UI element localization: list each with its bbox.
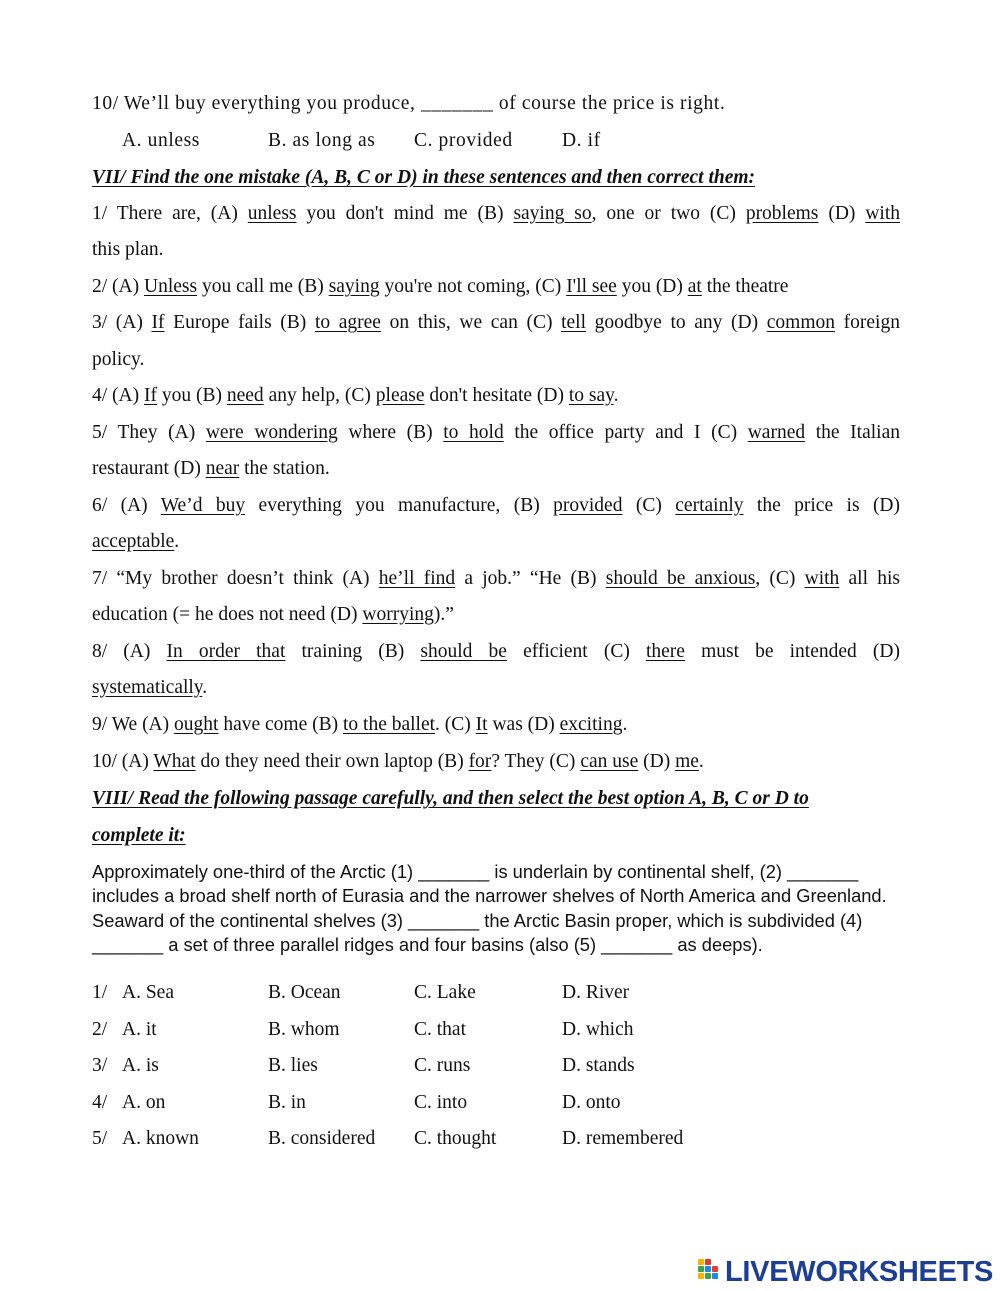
logo-tile-3 <box>698 1266 704 1272</box>
logo-tile-4 <box>705 1266 711 1272</box>
option-a: A. on <box>122 1092 166 1113</box>
section-8-heading-cont: complete it: <box>92 825 186 846</box>
passage-question-5 <box>92 1127 792 1151</box>
option-b: B. lies <box>268 1055 318 1076</box>
question-10-prev: 10/ We’ll buy everything you produce, _______ of course the price is right. <box>92 93 726 114</box>
sentence-7: 7/ “My brother doesn’t think (A) he’ll find a job.” “He (B) should be anxious, (C) with all his <box>92 568 900 589</box>
q10-option-b: B. as long as <box>268 130 376 151</box>
logo-text: LIVEWORKSHEETS <box>725 1256 994 1288</box>
sentence-3-cont: policy. <box>92 349 145 370</box>
sentence-1-cont: this plan. <box>92 239 164 260</box>
option-c: C. into <box>414 1092 468 1113</box>
question-number: 1/ <box>92 982 108 1003</box>
sentence-2: 2/ (A) Unless you call me (B) saying you're not coming, (C) I'll see you (D) at the theatre <box>92 276 789 297</box>
section-7-heading: VII/ Find the one mistake (A, B, C or D) in these sentences and then correct them: <box>92 167 756 188</box>
sentence-1: 1/ There are, (A) unless you don't mind me (B) saying so, one or two (C) problems (D) with <box>92 203 900 224</box>
logo-tile-5 <box>712 1266 718 1272</box>
logo-tile-6 <box>705 1273 711 1279</box>
sentence-8: 8/ (A) In order that training (B) should be efficient (C) there must be intended (D) <box>92 641 900 662</box>
option-d: D. stands <box>562 1055 635 1076</box>
q10-option-d: D. if <box>562 130 601 151</box>
q10-option-c: C. provided <box>414 130 513 151</box>
option-c: C. runs <box>414 1055 471 1076</box>
question-number: 5/ <box>92 1128 108 1149</box>
sentence-10: 10/ (A) What do they need their own laptop (B) for? They (C) can use (D) me. <box>92 751 704 772</box>
q10-option-a: A. unless <box>122 130 200 151</box>
sentence-6: 6/ (A) We’d buy everything you manufacture, (B) provided (C) certainly the price is (D) <box>92 495 901 516</box>
sentence-8-cont: systematically. <box>92 677 208 698</box>
option-c: C. thought <box>414 1128 497 1149</box>
passage-question-1 <box>92 981 792 1005</box>
option-a: A. Sea <box>122 982 174 1003</box>
question-number: 4/ <box>92 1092 108 1113</box>
sentence-5: 5/ They (A) were wondering where (B) to hold the office party and I (C) warned the Italian <box>92 422 900 443</box>
reading-passage: Approximately one-third of the Arctic (1) _______ is underlain by continental shelf, (2) _______ includes a broad shelf north of Eurasia and the narrower shelves of North America and Greenland. Seaward of the continental shelves (3) _______ the Arctic Basin proper, which is subdivided (4) _______ a set of three parallel ridges and four basins (also (5) _______ as deeps). <box>92 861 887 955</box>
option-a: A. it <box>122 1019 157 1040</box>
logo-tile-1 <box>698 1259 704 1265</box>
sentence-4: 4/ (A) If you (B) need any help, (C) please don't hesitate (D) to say. <box>92 385 619 406</box>
sentence-5-cont: restaurant (D) near the station. <box>92 458 330 479</box>
option-d: D. which <box>562 1019 634 1040</box>
liveworksheets-logo <box>698 1256 998 1288</box>
sentence-9: 9/ We (A) ought have come (B) to the ballet. (C) It was (D) exciting. <box>92 714 628 735</box>
section-8-heading: VIII/ Read the following passage carefully, and then select the best option A, B, C or D to <box>92 788 809 809</box>
option-b: B. whom <box>268 1019 340 1040</box>
option-d: D. River <box>562 982 630 1003</box>
option-b: B. considered <box>268 1128 376 1149</box>
passage-question-2 <box>92 1018 792 1042</box>
option-b: B. Ocean <box>268 982 341 1003</box>
sentence-3: 3/ (A) If Europe fails (B) to agree on this, we can (C) tell goodbye to any (D) common foreign <box>92 312 900 333</box>
question-number: 3/ <box>92 1055 108 1076</box>
sentence-6-cont: acceptable. <box>92 531 180 552</box>
passage-question-4 <box>92 1091 792 1115</box>
sentence-7-cont: education (= he does not need (D) worrying).” <box>92 604 454 625</box>
option-a: A. known <box>122 1128 199 1149</box>
option-d: D. onto <box>562 1092 621 1113</box>
option-a: A. is <box>122 1055 159 1076</box>
question-number: 2/ <box>92 1019 108 1040</box>
logo-tile-8 <box>698 1273 704 1279</box>
option-b: B. in <box>268 1092 306 1113</box>
logo-tiles-icon <box>698 1259 724 1285</box>
option-c: C. Lake <box>414 982 476 1003</box>
option-c: C. that <box>414 1019 466 1040</box>
logo-tile-2 <box>705 1259 711 1265</box>
passage-question-3 <box>92 1054 792 1078</box>
option-d: D. remembered <box>562 1128 684 1149</box>
logo-tile-7 <box>712 1273 718 1279</box>
